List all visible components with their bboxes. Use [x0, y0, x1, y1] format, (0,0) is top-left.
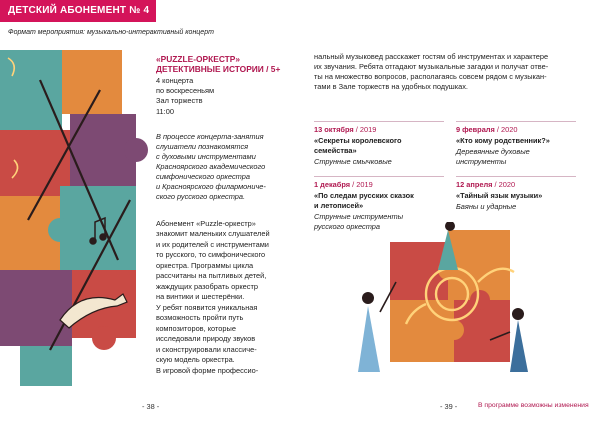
event-date [314, 180, 373, 189]
event-title: «Тайный язык музыки» [456, 191, 543, 200]
event-date-year: / 2019 [352, 180, 373, 189]
event-title: «Секреты королевского [314, 136, 402, 145]
program-meta-line: 4 концерта [156, 76, 194, 85]
program-subtitle: ДЕТЕКТИВНЫЕ ИСТОРИИ / 5+ [156, 64, 281, 74]
continued-line: ты на множество вопросов, располагаясь совсем рядом с музыкан- [314, 72, 547, 81]
continued-line: их звучания. Ребята отгадают музыкальные загадки и получат отве- [314, 62, 549, 71]
event-subtitle: инструменты [456, 157, 507, 166]
event-title: «Кто кому родственник?» [456, 136, 550, 145]
event-date [456, 125, 517, 134]
event-subtitle: Баяны и ударные [456, 202, 517, 211]
intro-line: Красноярского академического [156, 162, 266, 171]
body-line: рассчитаны на пытливых детей, [156, 271, 267, 280]
divider [314, 176, 444, 177]
puzzle-instruments-illustration [0, 50, 152, 390]
program-title: «PUZZLE-ОРКЕСТР» [156, 54, 241, 64]
event-title: и летописей» [314, 201, 364, 210]
event-date-year: / 2020 [496, 125, 518, 134]
page-number-left: - 38 - [142, 402, 160, 411]
event-date [456, 180, 515, 189]
divider [456, 176, 576, 177]
body-line: композиторов, которые [156, 324, 236, 333]
body-line: и сконструировали классиче- [156, 345, 257, 354]
intro-line: с духовыми инструментами [156, 152, 256, 161]
event-date-year: / 2020 [494, 180, 516, 189]
event-date-day: 13 октября [314, 125, 354, 134]
event-title: «По следам русских сказок [314, 191, 414, 200]
body-line: на винтики и шестерёнки. [156, 292, 245, 301]
program-meta-line: Зал торжеств [156, 96, 203, 105]
event-subtitle: Деревянные духовые [456, 147, 530, 156]
changes-note: В программе возможны изменения [478, 402, 589, 409]
section-header: ДЕТСКИЙ АБОНЕМЕНТ № 4 [0, 0, 156, 22]
body-line: Абонемент «Puzzle-оркестр» [156, 219, 256, 228]
event-subtitle: русского оркестра [314, 222, 381, 231]
intro-line: слушатели познакомятся [156, 142, 249, 151]
page-number-right: - 39 - [440, 402, 458, 411]
intro-line: ского русского оркестра. [156, 192, 246, 201]
event-date-day: 1 декабря [314, 180, 351, 189]
divider [314, 121, 444, 122]
event-date-year: / 2019 [355, 125, 377, 134]
body-line: то русского, то симфонического [156, 250, 266, 259]
body-line: исследовали природу звуков [156, 334, 256, 343]
event-date [314, 125, 376, 134]
event-title: семейства» [314, 146, 357, 155]
body-line: знакомит маленьких слушателей [156, 229, 270, 238]
event-date-day: 12 апреля [456, 180, 493, 189]
intro-line: симфонического оркестра [156, 172, 250, 181]
intro-line: В процессе концерта-занятия [156, 132, 264, 141]
body-line: оркестра. Программы цикла [156, 261, 254, 270]
body-line: У ребят появится уникальная [156, 303, 258, 312]
program-meta-line: 11:00 [156, 107, 174, 116]
body-line: жаждущих разобрать оркестр [156, 282, 258, 291]
event-date-day: 9 февраля [456, 125, 495, 134]
format-line: Формат мероприятия: музыкально-интерактивный концерт [8, 29, 214, 36]
continued-line: нальный музыковед расскажет гостям об инструментах и характере [314, 52, 549, 61]
body-line: скую модель оркестра. [156, 355, 235, 364]
body-line: возможность пройти путь [156, 313, 244, 322]
body-line: и их родителей с инструментами [156, 240, 269, 249]
program-meta-line: по воскресеньям [156, 86, 215, 95]
event-subtitle: Струнные инструменты [314, 212, 404, 221]
body-line: В игровой форме профессио- [156, 366, 259, 375]
continued-line: тами в Зале торжеств на удобных подушках. [314, 82, 468, 91]
divider [456, 121, 576, 122]
event-subtitle: Струнные смычковые [314, 157, 392, 166]
intro-line: и Красноярского филармониче- [156, 182, 266, 191]
puzzle-people-horn-illustration [350, 222, 550, 380]
